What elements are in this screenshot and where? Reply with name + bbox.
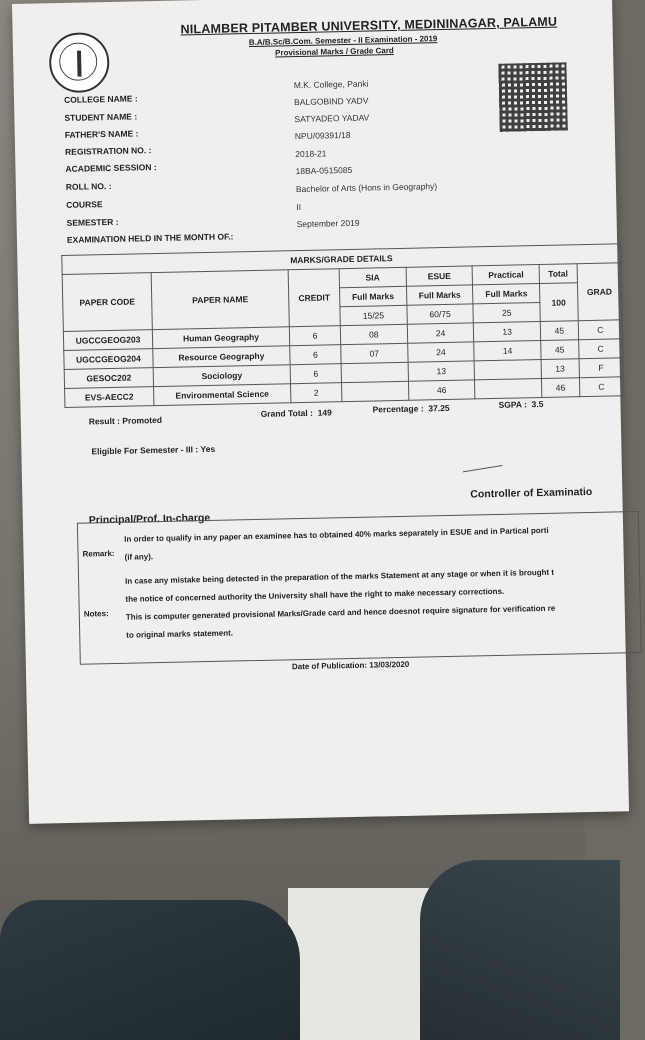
row-credit: 6 [289,326,340,346]
row-esue: 46 [408,380,475,400]
grand-total-line [261,407,332,418]
header-practical: Practical [472,265,539,285]
qr-code-icon [498,62,567,131]
notes-label: Notes: [83,609,109,619]
table-caption: MARKS/GRADE DETAILS [62,244,621,275]
value-course: Bachelor of Arts (Hons in Geography) [295,181,438,195]
marks-table [61,243,624,408]
percentage-value: 37.25 [428,402,450,414]
eligibility-line [91,444,215,457]
header-sia: SIA [339,267,406,287]
note-1: In case any mistake being detected in the preparation of the marks Statement at any stage or when it is brought t [125,567,555,586]
row-total: 46 [542,378,580,398]
row-practical [475,378,542,398]
eligible-label: Eligible For Semester - III : [91,444,199,457]
lap-left [0,900,300,1040]
value-father: SATYADEO YADAV [294,112,370,125]
row-name: Resource Geography [153,346,290,368]
row-esue: 13 [408,361,475,381]
note-1-continued: the notice of concerned authority the University shall have the right to make necessary corrections. [125,586,505,604]
label-father: FATHER'S NAME : [64,128,139,140]
card-type: Provisional Marks / Grade Card [274,46,394,58]
label-roll: ROLL NO. : [65,180,112,192]
label-registration: REGISTRATION NO. : [65,145,152,157]
value-exam-month: September 2019 [296,217,360,230]
note-2: This is computer generated provisional Marks/Grade card and hence doesnot require signature for verification re [125,603,556,622]
row-credit: 6 [290,345,341,365]
row-credit: 2 [291,383,342,403]
header-esue: ESUE [406,266,473,286]
grand-total-label: Grand Total : [260,407,313,419]
row-grade: C [578,320,623,340]
row-esue: 24 [407,323,474,343]
percentage-line [372,403,449,415]
row-name: Human Geography [152,327,289,349]
value-college: M.K. College, Panki [293,78,369,91]
publication-label: Date of Publication: [291,660,368,672]
sia-full-marks-label: Full Marks [340,286,407,306]
header-paper-code: PAPER CODE [62,273,152,332]
remarks-box [77,511,642,665]
label-course: COURSE [66,199,103,210]
university-logo-icon [49,32,110,93]
controller-label: Controller of Examinatio [470,485,593,501]
label-session: ACADEMIC SESSION : [65,162,157,174]
university-name: NILAMBER PITAMBER UNIVERSITY, MEDININAGAR, PALAMU [180,14,558,37]
value-registration: NPU/09391/18 [294,129,351,142]
row-total: 13 [541,359,579,379]
controller-signature [461,453,503,472]
sgpa-value: 3.5 [531,398,544,410]
eligible-value: Yes [200,443,216,455]
esue-full-marks-label: Full Marks [406,285,473,305]
remark-text-continued: (if any). [124,552,154,562]
esue-full-marks: 60/75 [407,304,474,324]
note-2-continued: to original marks statement. [126,628,234,640]
row-name: Environmental Science [154,384,291,406]
publication-date: 13/03/2020 [369,659,410,670]
value-semester: II [296,201,302,213]
label-exam-month: EXAMINATION HELD IN THE MONTH OF.: [66,231,234,245]
row-practical [474,359,541,379]
row-total: 45 [541,340,579,360]
row-grade: C [579,377,624,397]
practical-full-marks-label: Full Marks [473,284,540,304]
header-paper-name: PAPER NAME [151,270,289,330]
label-college: COLLEGE NAME : [63,93,138,105]
result-line [89,415,162,427]
row-total: 45 [540,321,578,341]
value-roll: 18BA-0515085 [295,164,353,177]
lap-right [420,860,620,1040]
row-code: UGCCGEOG204 [64,349,153,370]
practical-full-marks: 25 [473,303,540,323]
grade-card [12,0,629,824]
principal-label: Principal/Prof. In-charge [88,511,211,527]
header-total: Total [539,264,577,284]
row-code: GESOC202 [64,368,153,389]
header-credit: CREDIT [288,269,340,327]
row-grade: C [578,339,623,359]
total-full-marks: 100 [540,283,578,322]
value-student: BALGOBIND YADV [294,95,369,108]
remark-label: Remark: [82,548,115,559]
result-label: Result : [88,415,121,427]
remark-text: In order to qualify in any paper an examinee has to obtained 40% marks separately in ESUE and in Partical porti [124,525,549,544]
row-esue: 24 [407,342,474,362]
row-code: EVS-AECC2 [65,387,154,408]
row-code: UGCCGEOG203 [63,330,152,351]
value-session: 2018-21 [295,148,327,160]
row-sia: 08 [340,324,407,344]
header-grade: GRAD [577,263,623,321]
sgpa-label: SGPA : [498,399,527,410]
sia-full-marks: 15/25 [340,305,407,325]
exam-title: B.A/B.Sc/B.Com. Semester - II Examination - 2019 [248,34,438,48]
publication-date-line [292,660,410,671]
row-sia [342,381,409,401]
label-semester: SEMESTER : [66,216,119,228]
label-student: STUDENT NAME : [64,111,138,123]
row-practical: 13 [474,322,541,342]
percentage-label: Percentage : [372,403,424,415]
row-name: Sociology [153,365,290,387]
sgpa-line [498,399,543,410]
row-sia: 07 [341,343,408,363]
row-sia [341,362,408,382]
row-grade: F [579,358,624,378]
grand-total-value: 149 [317,407,332,418]
row-practical: 14 [474,341,541,361]
row-credit: 6 [290,364,341,384]
result-value: Promoted [122,414,163,426]
